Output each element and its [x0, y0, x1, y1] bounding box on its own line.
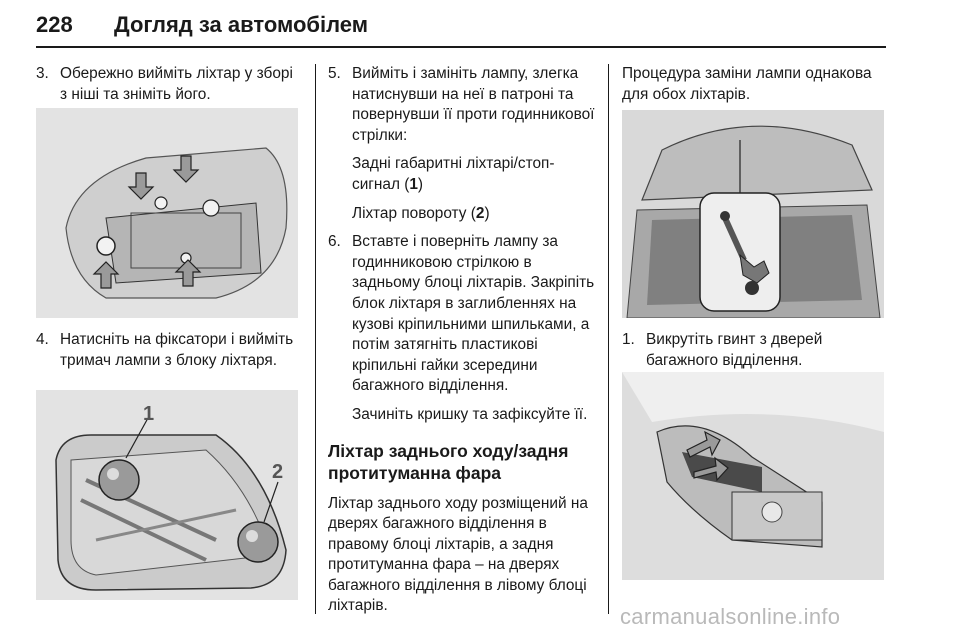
- figure-bulb-holder: [36, 390, 298, 600]
- page-header: [36, 6, 886, 48]
- column-divider: [608, 64, 609, 614]
- figure-rear-lamp-unit: [622, 372, 884, 580]
- step-number: 1.: [622, 331, 635, 348]
- lamp-number: 1: [409, 175, 418, 193]
- step-6-extra: Зачиніть кришку та зафіксуйте її.: [352, 405, 588, 423]
- page-number: 228: [36, 12, 73, 37]
- column-3: [622, 64, 888, 105]
- step-1: [622, 330, 888, 371]
- column-3-lower: [622, 330, 888, 371]
- column-1: [36, 64, 302, 105]
- header-rule: [36, 46, 886, 48]
- screw-icon: [745, 281, 759, 295]
- step-number: 4.: [36, 331, 49, 348]
- column-2: [328, 64, 598, 617]
- step-text: Вставте і поверніть лампу за годинниковою стрілкою в задньому блоці ліхтарів. Закріпіть блок ліхтаря в заглибленнях на кузові кріпильними шпильками, а потім затягніть пластикові кріпильні гайки зсередини багажного відділення.: [352, 233, 595, 395]
- step-6: [328, 232, 598, 397]
- column-1-lower: [36, 330, 302, 371]
- intro-paragraph: Процедура заміни лампи однакова для обох ліхтарів.: [622, 65, 872, 103]
- step-5: [328, 64, 598, 146]
- step-3: [36, 64, 302, 105]
- section-paragraph: Ліхтар заднього ходу розміщений на дверях багажного відділення в правому блоці ліхтарів, а задня протитуманна фара – на дверях багажного відділення в лівому блоці ліхтарів.: [328, 494, 588, 615]
- step-number: 5.: [328, 65, 341, 82]
- column-divider: [315, 64, 316, 614]
- step-number: 6.: [328, 233, 341, 251]
- watermark: carmanualsonline.info: [620, 604, 841, 629]
- figure-tailgate-open: [622, 110, 884, 318]
- step-text: Викрутіть гвинт з дверей багажного відділення.: [646, 331, 823, 369]
- page-title: Догляд за автомобілем: [114, 12, 369, 37]
- step-4: [36, 330, 302, 371]
- step-text: Натисніть на фіксатори і вийміть тримач лампи з блоку ліхтаря.: [60, 331, 294, 369]
- callout-2: 2: [272, 461, 284, 483]
- lamp-number: 2: [475, 204, 485, 222]
- figure-tail-lamp-removal: [36, 108, 298, 318]
- step-text: Обережно вийміть ліхтар у зборі з ніші та зніміть його.: [60, 65, 293, 103]
- lamp-item-2: Ліхтар повороту (2): [352, 204, 490, 222]
- step-number: 3.: [36, 65, 49, 82]
- lamp-item-1: Задні габаритні ліхтарі/стоп-сигнал (1): [352, 155, 555, 193]
- section-heading: Ліхтар заднього ходу/задня протитуманна фара: [328, 440, 569, 483]
- step-text: Вийміть і замініть лампу, злегка натиснувши на неї в патроні та повернувши її проти годинникової стрілки:: [352, 65, 595, 144]
- callout-1: 1: [143, 403, 155, 425]
